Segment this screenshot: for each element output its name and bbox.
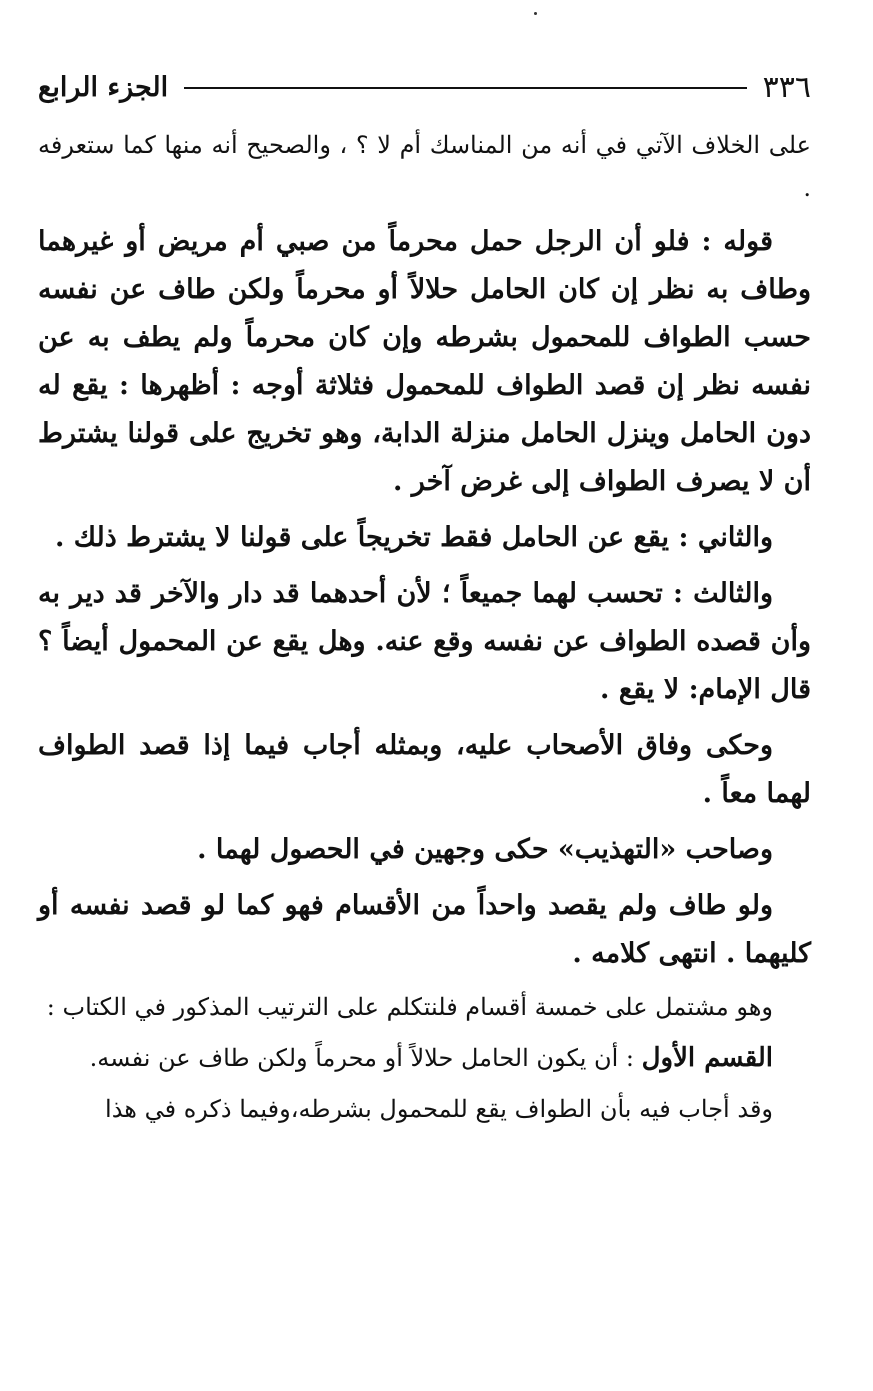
paragraph-continuation: على الخلاف الآتي في أنه من المناسك أم لا ؟ ، والصحيح أنه منها كما ستعرفه . — [38, 131, 811, 202]
scan-dot — [534, 12, 537, 15]
running-title: الجزء الرابع — [38, 72, 169, 103]
paragraph-tahdhib: وصاحب «التهذيب» حكى وجهين في الحصول لهما . — [197, 834, 773, 865]
page-number: ٣٣٦ — [762, 70, 811, 105]
paragraph-third-view: والثالث : تحسب لهما جميعاً ؛ لأن أحدهما قد دار والآخر قد دير به وأن قصده الطواف عن نفسه وقع عنه. وهل يقع عن المحمول أيضاً ؟ قال الإمام: لا يقع . — [38, 578, 811, 705]
body-text — [38, 124, 811, 1139]
section-text: : أن يكون الحامل حلالاً أو محرماً ولكن طاف عن نفسه. — [89, 1044, 642, 1072]
paragraph-answer: وقد أجاب فيه بأن الطواف يقع للمحمول بشرطه،وفيما ذكره في هذا — [105, 1095, 773, 1123]
paragraph-second-view: والثاني : يقع عن الحامل فقط تخريجاً على قولنا لا يشترط ذلك . — [54, 522, 773, 553]
paragraph-five-sections: وهو مشتمل على خمسة أقسام فلنتكلم على الترتيب المذكور في الكتاب : — [46, 993, 773, 1021]
header-rule — [184, 87, 746, 89]
page-header — [38, 66, 811, 110]
paragraph-quotation: قوله : فلو أن الرجل حمل محرماً من صبي أم مريض أو غيرهما وطاف به نظر إن كان الحامل حلالاً أو محرماً ولكن طاف عن نفسه حسب الطواف للمحمول بشرطه وإن كان محرماً ولم يطف به عن نفسه نظر إن قصد الطواف للمحمول فثلاثة أوجه : أظهرها : يقع له دون الحامل وينزل الحامل منزلة الدابة، وهو تخريج على قولنا يشترط أن لا يصرف الطواف إلى غرض آخر . — [38, 226, 811, 497]
section-heading: القسم الأول — [641, 1043, 773, 1073]
paragraph-no-intention: ولو طاف ولم يقصد واحداً من الأقسام فهو كما لو قصد نفسه أو كليهما . انتهى كلامه . — [38, 890, 811, 969]
paragraph-consensus: وحكى وفاق الأصحاب عليه، وبمثله أجاب فيما إذا قصد الطواف لهما معاً . — [38, 730, 811, 809]
paragraph-first-section — [38, 1037, 811, 1080]
